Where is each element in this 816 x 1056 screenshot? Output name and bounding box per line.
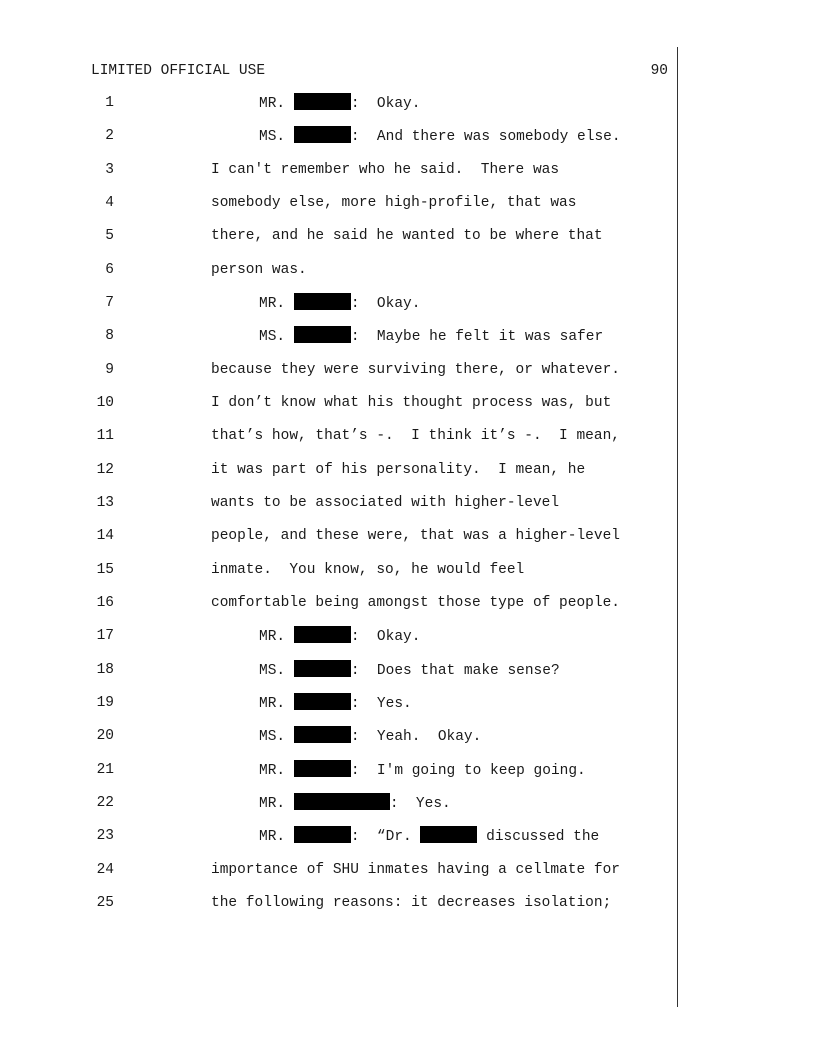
transcript-line xyxy=(0,426,816,446)
classification-header: LIMITED OFFICIAL USE xyxy=(91,63,266,79)
line-text xyxy=(259,693,412,714)
line-number: 18 xyxy=(96,662,114,678)
line-number: 21 xyxy=(96,762,114,778)
line-text: I don’t know what his thought process was, but xyxy=(211,395,612,411)
transcript-line xyxy=(0,793,816,813)
redaction-block xyxy=(294,826,351,843)
redaction-block xyxy=(294,726,351,743)
line-number: 22 xyxy=(96,795,114,811)
speaker-title: MR. xyxy=(259,96,286,112)
line-text: people, and these were, that was a higher-level xyxy=(211,528,620,544)
line-number: 4 xyxy=(105,195,114,211)
line-text: wants to be associated with higher-level xyxy=(211,495,560,511)
redaction-block xyxy=(294,660,351,677)
speech-text: : Yes. xyxy=(350,696,412,712)
line-text xyxy=(259,660,560,681)
speech-text: discussed the xyxy=(477,829,600,845)
line-text xyxy=(259,626,420,647)
line-text: inmate. You know, so, he would feel xyxy=(211,562,525,578)
speech-text: : Okay. xyxy=(350,96,421,112)
line-number: 25 xyxy=(96,895,114,911)
transcript-line xyxy=(0,193,816,213)
line-number: 19 xyxy=(96,695,114,711)
speech-text: : I'm going to keep going. xyxy=(350,763,586,779)
line-text xyxy=(259,326,603,347)
transcript-line xyxy=(0,126,816,146)
transcript-line xyxy=(0,460,816,480)
line-number: 5 xyxy=(105,228,114,244)
transcript-line xyxy=(0,760,816,780)
line-number: 10 xyxy=(96,395,114,411)
redaction-block xyxy=(420,826,477,843)
redaction-block xyxy=(294,693,351,710)
line-number: 16 xyxy=(96,595,114,611)
line-number: 24 xyxy=(96,862,114,878)
speech-text: : Yeah. Okay. xyxy=(350,729,482,745)
speech-text: : And there was somebody else. xyxy=(350,129,621,145)
transcript-line xyxy=(0,326,816,346)
line-text: I can't remember who he said. There was xyxy=(211,162,560,178)
speaker-title: MS. xyxy=(259,729,286,745)
line-text: that’s how, that’s -. I think it’s -. I mean, xyxy=(211,428,620,444)
speaker-title: MR. xyxy=(259,296,286,312)
line-text xyxy=(259,93,420,114)
redaction-block xyxy=(294,326,351,343)
transcript-line xyxy=(0,526,816,546)
transcript-line xyxy=(0,860,816,880)
speaker-title: MS. xyxy=(259,129,286,145)
transcript-line xyxy=(0,560,816,580)
line-text: there, and he said he wanted to be where that xyxy=(211,228,603,244)
line-number: 20 xyxy=(96,728,114,744)
line-text: it was part of his personality. I mean, he xyxy=(211,462,586,478)
transcript-line xyxy=(0,360,816,380)
transcript-line xyxy=(0,493,816,513)
speech-text: : Okay. xyxy=(350,629,421,645)
line-text: somebody else, more high-profile, that was xyxy=(211,195,577,211)
speaker-title: MR. xyxy=(259,629,286,645)
line-text: the following reasons: it decreases isolation; xyxy=(211,895,612,911)
transcript-line xyxy=(0,726,816,746)
transcript-line xyxy=(0,626,816,646)
line-number: 8 xyxy=(105,328,114,344)
line-number: 7 xyxy=(105,295,114,311)
line-text: because they were surviving there, or whatever. xyxy=(211,362,620,378)
redaction-block xyxy=(294,760,351,777)
speaker-title: MR. xyxy=(259,796,286,812)
transcript-line xyxy=(0,260,816,280)
line-text: comfortable being amongst those type of people. xyxy=(211,595,620,611)
line-number: 6 xyxy=(105,262,114,278)
line-text xyxy=(259,826,599,847)
redaction-block xyxy=(294,793,390,810)
line-number: 14 xyxy=(96,528,114,544)
line-number: 23 xyxy=(96,828,114,844)
speech-text: : Does that make sense? xyxy=(350,663,560,679)
line-number: 12 xyxy=(96,462,114,478)
line-number: 2 xyxy=(105,128,114,144)
line-text xyxy=(259,126,621,147)
redaction-block xyxy=(294,126,351,143)
speaker-title: MR. xyxy=(259,829,286,845)
transcript-line xyxy=(0,160,816,180)
redaction-block xyxy=(294,626,351,643)
line-number: 9 xyxy=(105,362,114,378)
line-text: importance of SHU inmates having a cellmate for xyxy=(211,862,620,878)
speaker-title: MS. xyxy=(259,663,286,679)
transcript-line xyxy=(0,826,816,846)
redaction-block xyxy=(294,93,351,110)
transcript-line xyxy=(0,660,816,680)
redaction-block xyxy=(294,293,351,310)
line-number: 3 xyxy=(105,162,114,178)
line-text: person was. xyxy=(211,262,307,278)
page-number: 90 xyxy=(650,63,668,79)
line-text xyxy=(259,293,420,314)
speech-text: : Yes. xyxy=(389,796,451,812)
line-number: 13 xyxy=(96,495,114,511)
transcript-line xyxy=(0,893,816,913)
line-text xyxy=(259,726,481,747)
speech-text: : Maybe he felt it was safer xyxy=(350,329,604,345)
transcript-line xyxy=(0,593,816,613)
transcript-line xyxy=(0,693,816,713)
speech-text: : “Dr. xyxy=(350,829,421,845)
speaker-title: MR. xyxy=(259,696,286,712)
line-number: 17 xyxy=(96,628,114,644)
line-number: 1 xyxy=(105,95,114,111)
speaker-title: MS. xyxy=(259,329,286,345)
transcript-line xyxy=(0,226,816,246)
transcript-line xyxy=(0,93,816,113)
speech-text: : Okay. xyxy=(350,296,421,312)
line-number: 15 xyxy=(96,562,114,578)
line-text xyxy=(259,760,586,781)
line-number: 11 xyxy=(96,428,114,444)
transcript-line xyxy=(0,393,816,413)
line-text xyxy=(259,793,451,814)
transcript-line xyxy=(0,293,816,313)
speaker-title: MR. xyxy=(259,763,286,779)
